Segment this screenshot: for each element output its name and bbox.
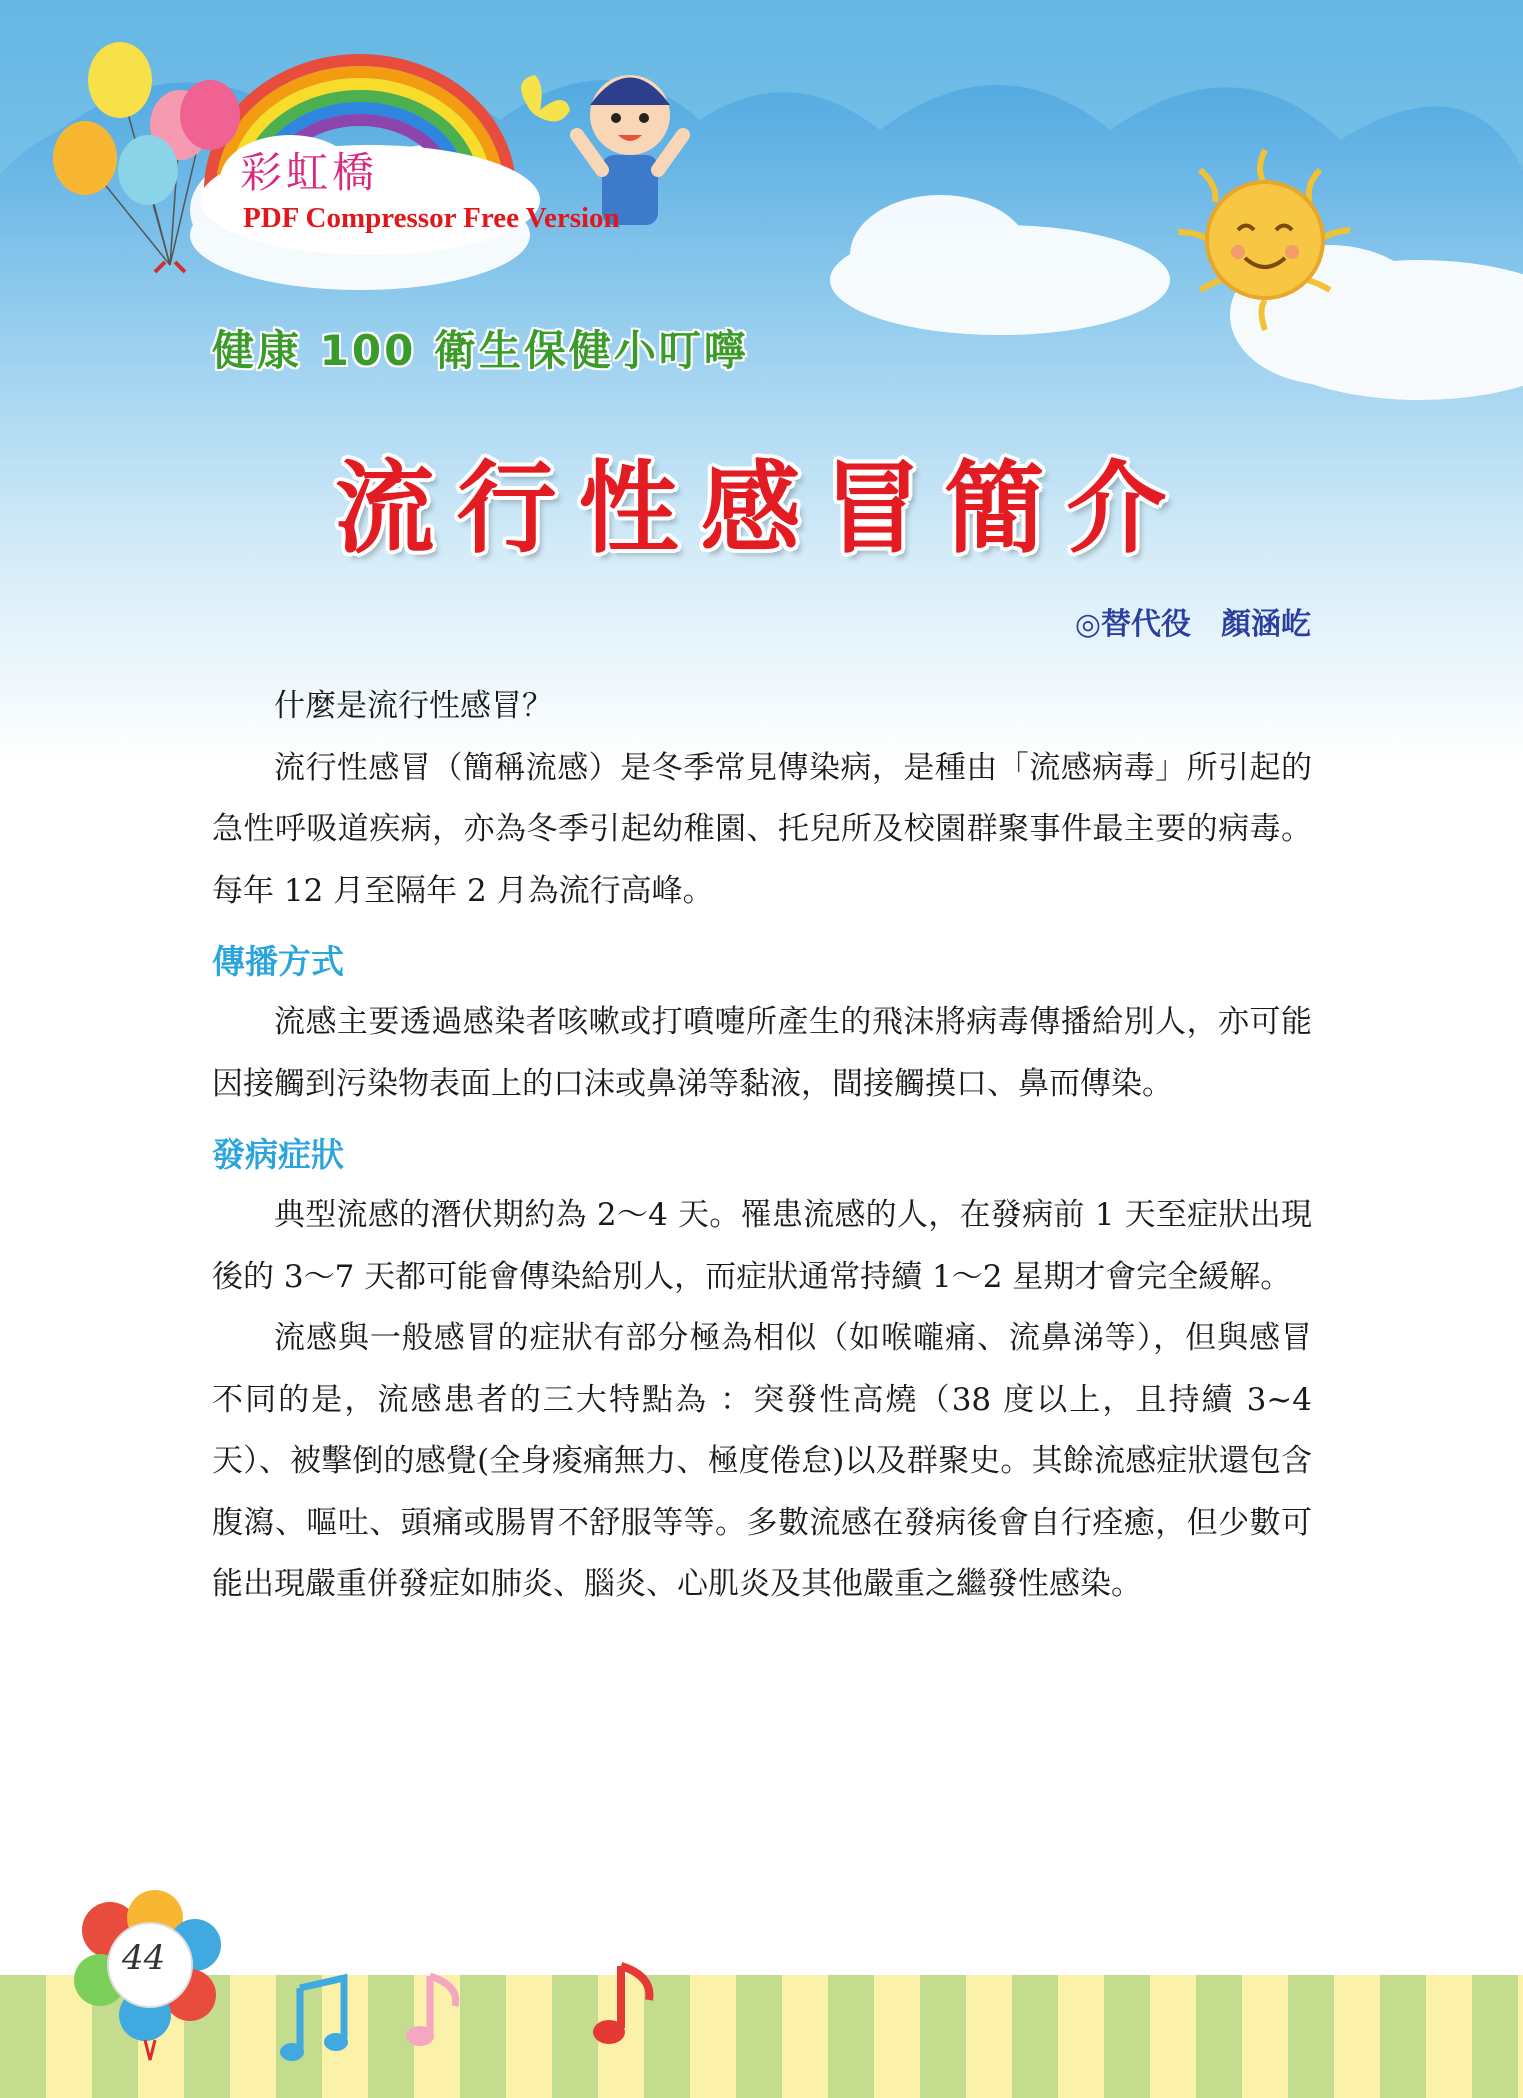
footer-stripe bbox=[1104, 1975, 1150, 2098]
footer-stripe bbox=[1058, 1975, 1104, 2098]
article-body bbox=[212, 676, 1312, 1616]
footer-stripe bbox=[1426, 1975, 1472, 2098]
footer-stripe bbox=[920, 1975, 966, 2098]
intro-paragraph: 流行性感冒（簡稱流感）是冬季常見傳染病，是種由「流感病毒」所引起的急性呼吸道疾病，亦為冬季引起幼稚園、托兒所及校園群聚事件最主要的病毒。每年 12 月至隔年 2 月為流行高峰。 bbox=[212, 749, 1312, 909]
section-heading-symptoms: 發病症狀 bbox=[212, 1135, 344, 1174]
intro-question: 什麼是流行性感冒？ bbox=[274, 688, 553, 724]
footer-stripe bbox=[1012, 1975, 1058, 2098]
transmission-paragraph: 流感主要透過感染者咳嗽或打噴嚏所產生的飛沫將病毒傳播給別人，亦可能因接觸到污染物表面上的口沫或鼻涕等黏液，間接觸摸口、鼻而傳染。 bbox=[212, 1004, 1312, 1102]
author-byline: ◎替代役 顏涵屹 bbox=[1074, 607, 1311, 642]
footer-stripe bbox=[966, 1975, 1012, 2098]
column-label: 健康 100 衛生保健小叮嚀 bbox=[212, 326, 749, 375]
footer-stripe bbox=[874, 1975, 920, 2098]
footer-stripe bbox=[782, 1975, 828, 2098]
footer-stripe bbox=[1242, 1975, 1288, 2098]
footer-stripe bbox=[690, 1975, 736, 2098]
page-number: 44 bbox=[122, 1938, 166, 1978]
footer-stripe bbox=[1380, 1975, 1426, 2098]
footer-stripe bbox=[1334, 1975, 1380, 2098]
footer-stripe bbox=[1150, 1975, 1196, 2098]
footer-stripe bbox=[1472, 1975, 1518, 2098]
music-note-red-icon bbox=[585, 1958, 665, 2058]
footer-stripe bbox=[506, 1975, 552, 2098]
page-title: 流行性感冒簡介 bbox=[334, 450, 1189, 567]
brand-name: 彩虹橋 bbox=[240, 148, 379, 197]
footer-stripe bbox=[1288, 1975, 1334, 2098]
symptoms-paragraph-1: 典型流感的潛伏期約為 2～4 天。罹患流感的人，在發病前 1 天至症狀出現後的 3～7 天都可能會傳染給別人，而症狀通常持續 1～2 星期才會完全緩解。 bbox=[212, 1197, 1312, 1295]
footer-stripe bbox=[736, 1975, 782, 2098]
section-heading-transmission: 傳播方式 bbox=[212, 942, 344, 981]
symptoms-paragraph-2: 流感與一般感冒的症狀有部分極為相似（如喉嚨痛、流鼻涕等），但與感冒不同的是，流感患者的三大特點為 ：突發性高燒（38 度以上，且持續 3~4 天）、被擊倒的感覺(全身痠痛無力、極度倦怠)以及群聚史。其餘流感症狀還包含腹瀉、嘔吐、頭痛或腸胃不舒服等等。多數流感在發病後會自行痊癒，但少數可能出現嚴重併發症如肺炎、腦炎、心肌炎及其他嚴重之繼發性感染。 bbox=[212, 1320, 1312, 1602]
rainbow-balloons-logo bbox=[40, 40, 720, 290]
watermark-text: PDF Compressor Free Version bbox=[243, 202, 620, 234]
music-note-blue-icon bbox=[278, 1970, 358, 2070]
footer-stripe bbox=[1518, 1975, 1523, 2098]
footer-stripe bbox=[0, 1975, 46, 2098]
sun-icon bbox=[1160, 140, 1370, 340]
footer-stripe bbox=[828, 1975, 874, 2098]
footer-stripe bbox=[1196, 1975, 1242, 2098]
music-note-pink-icon bbox=[400, 1968, 470, 2058]
